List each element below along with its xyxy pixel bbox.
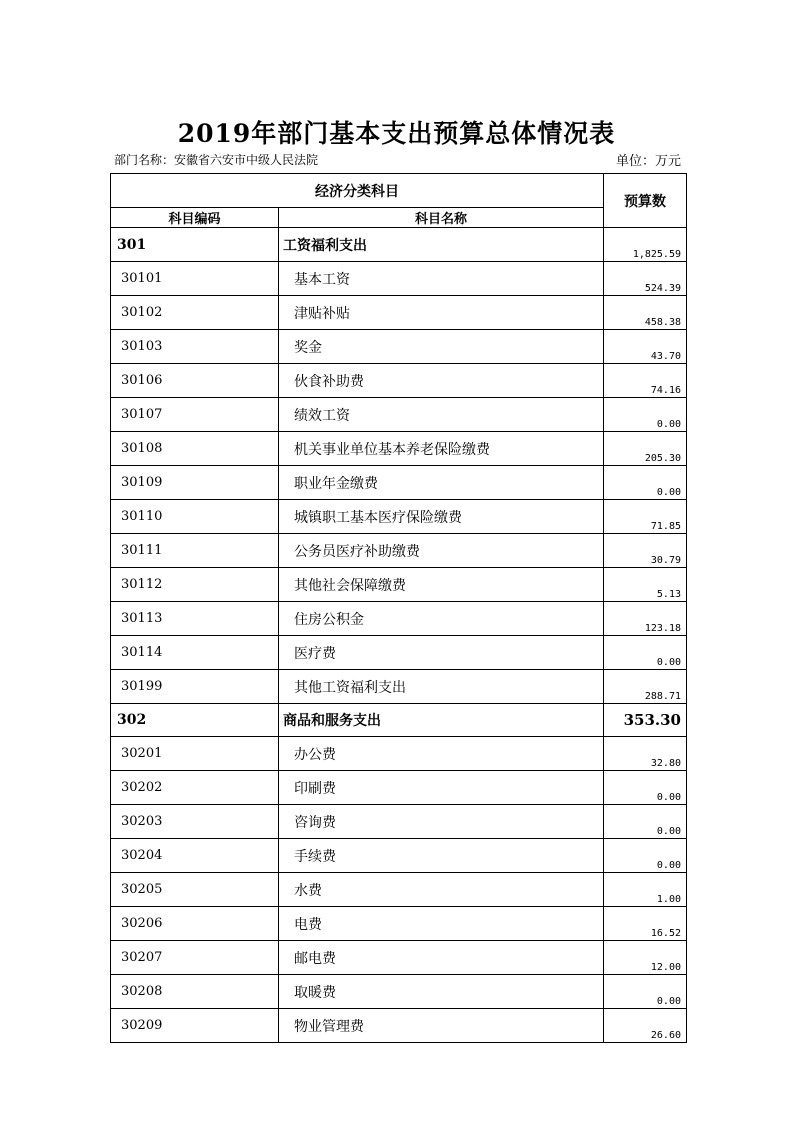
table-row: [111, 941, 687, 975]
subject-code-cell: 30106: [111, 364, 279, 398]
budget-amount-header: 预算数: [604, 174, 687, 228]
table-row: [111, 262, 687, 296]
budget-amount-cell: 71.85: [604, 500, 687, 534]
table-row: [111, 1009, 687, 1043]
subject-code-cell: 30102: [111, 296, 279, 330]
subject-code-cell: 30207: [111, 941, 279, 975]
subject-code-cell: 30103: [111, 330, 279, 364]
budget-amount-cell: 0.00: [604, 771, 687, 805]
budget-amount-cell: 524.39: [604, 262, 687, 296]
budget-amount-cell: 32.80: [604, 737, 687, 771]
budget-amount-cell: 0.00: [604, 839, 687, 873]
budget-amount-cell: 1,825.59: [604, 228, 687, 262]
unit-label: 单位：万元: [615, 154, 681, 169]
table-row: [111, 296, 687, 330]
subject-name-header: 科目名称: [279, 208, 604, 228]
subject-code-cell: 30110: [111, 500, 279, 534]
table-row: [111, 466, 687, 500]
subject-code-cell: 30199: [111, 670, 279, 704]
economic-class-header: 经济分类科目: [111, 174, 604, 208]
table-row: [111, 568, 687, 602]
subject-code-cell: 30108: [111, 432, 279, 466]
budget-amount-cell: 12.00: [604, 941, 687, 975]
table-row: [111, 670, 687, 704]
table-row: [111, 534, 687, 568]
budget-amount-cell: 0.00: [604, 805, 687, 839]
budget-table: [110, 173, 687, 1043]
subject-name-cell: 其他社会保障缴费: [279, 568, 604, 602]
table-row: [111, 771, 687, 805]
subject-code-cell: 30203: [111, 805, 279, 839]
subject-name-cell: 医疗费: [279, 636, 604, 670]
table-row: [111, 873, 687, 907]
subject-name-cell: 机关事业单位基本养老保险缴费: [279, 432, 604, 466]
subject-name-cell: 公务员医疗补助缴费: [279, 534, 604, 568]
budget-amount-cell: 0.00: [604, 636, 687, 670]
subject-code-cell: 30208: [111, 975, 279, 1009]
subject-name-cell: 取暖费: [279, 975, 604, 1009]
budget-amount-cell: 1.00: [604, 873, 687, 907]
table-row: [111, 975, 687, 1009]
table-row: [111, 839, 687, 873]
subject-name-cell: 基本工资: [279, 262, 604, 296]
table-row: [111, 737, 687, 771]
subject-name-cell: 办公费: [279, 737, 604, 771]
table-row: [111, 398, 687, 432]
budget-amount-cell: 205.30: [604, 432, 687, 466]
subject-code-cell: 30206: [111, 907, 279, 941]
page-title: 2019年部门基本支出预算总体情况表: [177, 119, 616, 148]
subject-name-cell: 奖金: [279, 330, 604, 364]
subject-name-cell: 职业年金缴费: [279, 466, 604, 500]
category-row: [111, 704, 687, 737]
subject-name-cell: 物业管理费: [279, 1009, 604, 1043]
budget-amount-cell: 30.79: [604, 534, 687, 568]
table-row: [111, 602, 687, 636]
subject-code-cell: 30209: [111, 1009, 279, 1043]
subject-name-cell: 津贴补贴: [279, 296, 604, 330]
subject-code-cell: 30101: [111, 262, 279, 296]
budget-amount-cell: 74.16: [604, 364, 687, 398]
table-row: [111, 330, 687, 364]
budget-amount-cell: 0.00: [604, 975, 687, 1009]
subject-code-cell: 30205: [111, 873, 279, 907]
subject-name-cell: 水费: [279, 873, 604, 907]
subject-code-cell: 30201: [111, 737, 279, 771]
budget-amount-cell: 353.30: [604, 704, 687, 737]
subject-name-cell: 绩效工资: [279, 398, 604, 432]
budget-amount-cell: 5.13: [604, 568, 687, 602]
subject-name-cell: 城镇职工基本医疗保险缴费: [279, 500, 604, 534]
subject-name-cell: 商品和服务支出: [279, 704, 604, 737]
table-row: [111, 805, 687, 839]
subject-code-cell: 30109: [111, 466, 279, 500]
budget-amount-cell: 0.00: [604, 398, 687, 432]
table-row: [111, 432, 687, 466]
budget-amount-cell: 288.71: [604, 670, 687, 704]
budget-amount-cell: 458.38: [604, 296, 687, 330]
subject-code-cell: 30113: [111, 602, 279, 636]
table-row: [111, 636, 687, 670]
subject-name-cell: 工资福利支出: [279, 228, 604, 262]
subject-name-cell: 邮电费: [279, 941, 604, 975]
subject-code-cell: 302: [111, 704, 279, 737]
subject-code-cell: 30204: [111, 839, 279, 873]
category-row: [111, 228, 687, 262]
subject-code-cell: 30114: [111, 636, 279, 670]
subject-name-cell: 咨询费: [279, 805, 604, 839]
budget-amount-cell: 43.70: [604, 330, 687, 364]
subject-name-cell: 住房公积金: [279, 602, 604, 636]
budget-amount-cell: 26.60: [604, 1009, 687, 1043]
subject-name-cell: 伙食补助费: [279, 364, 604, 398]
subject-name-cell: 电费: [279, 907, 604, 941]
department-name: 部门名称：安徽省六安市中级人民法院: [114, 153, 319, 167]
subject-name-cell: 印刷费: [279, 771, 604, 805]
budget-amount-cell: 16.52: [604, 907, 687, 941]
subject-code-cell: 30112: [111, 568, 279, 602]
subject-name-cell: 手续费: [279, 839, 604, 873]
budget-amount-cell: 0.00: [604, 466, 687, 500]
subject-name-cell: 其他工资福利支出: [279, 670, 604, 704]
budget-amount-cell: 123.18: [604, 602, 687, 636]
subject-code-cell: 30111: [111, 534, 279, 568]
subject-code-header: 科目编码: [111, 208, 279, 228]
table-row: [111, 500, 687, 534]
table-row: [111, 364, 687, 398]
subject-code-cell: 30107: [111, 398, 279, 432]
table-row: [111, 907, 687, 941]
subject-code-cell: 301: [111, 228, 279, 262]
table-body: [111, 228, 687, 1043]
subject-code-cell: 30202: [111, 771, 279, 805]
